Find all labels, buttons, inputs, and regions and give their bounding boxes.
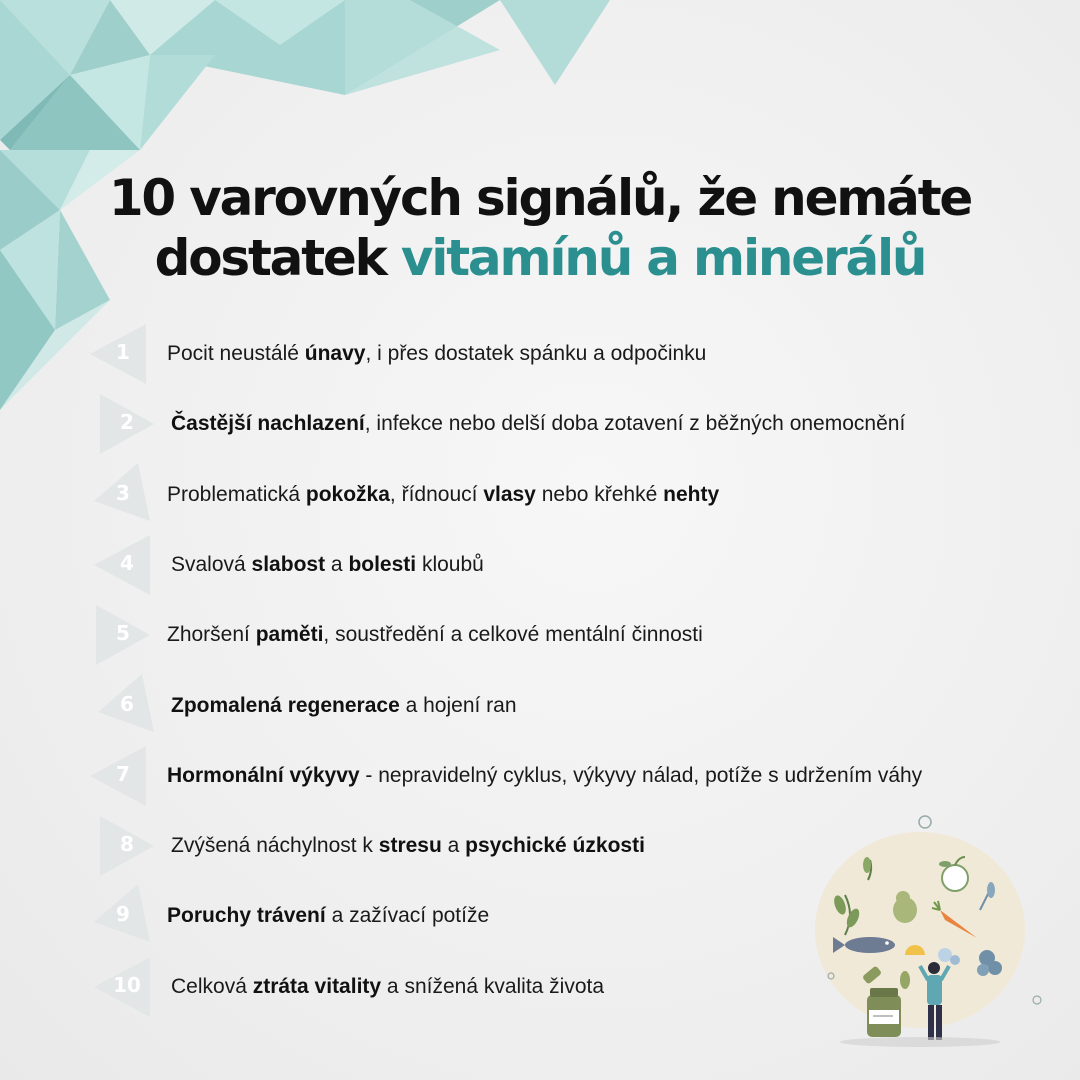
emphasis-text: stresu	[378, 834, 442, 858]
emphasis-text: nehty	[663, 482, 720, 506]
plain-text: kloubů	[416, 552, 484, 576]
number-badge	[88, 882, 158, 952]
list-item	[92, 672, 1052, 742]
plain-text: a hojení ran	[399, 693, 517, 717]
plain-text: Svalová	[171, 552, 252, 576]
list-item	[88, 742, 1048, 812]
title-accent: vitamínů a minerálů	[400, 229, 926, 287]
number-badge	[88, 320, 158, 390]
number-badge	[88, 742, 158, 812]
item-text	[167, 483, 719, 507]
item-number: 4	[120, 550, 134, 575]
emphasis-text: vlasy	[483, 482, 536, 506]
number-badge	[92, 953, 162, 1023]
emphasis-text: únavy	[304, 342, 366, 365]
item-number: 6	[120, 691, 134, 716]
item-number: 9	[116, 902, 130, 927]
title-line-1: 10 varovných signálů, že nemáte	[108, 169, 972, 227]
plain-text: a	[441, 834, 466, 858]
list-item	[92, 531, 1052, 601]
emphasis-text: Hormonální výkyvy	[167, 763, 360, 787]
plain-text: , řídnoucí	[389, 482, 484, 506]
item-text	[167, 764, 922, 788]
plain-text: a zažívací potíže	[325, 904, 490, 928]
item-text	[167, 342, 706, 366]
number-badge	[92, 672, 162, 742]
emphasis-text: ztráta vitality	[252, 974, 382, 998]
page-title	[0, 168, 1080, 288]
item-text	[171, 412, 905, 436]
plain-text: Celková	[171, 974, 253, 998]
item-number: 10	[113, 972, 141, 997]
supplement-jar-icon	[867, 988, 901, 1037]
item-text	[167, 623, 703, 647]
healthy-food-illustration	[805, 810, 1050, 1060]
emphasis-text: Poruchy trávení	[167, 904, 326, 928]
plain-text: a snížená kvalita života	[381, 974, 605, 998]
item-text	[171, 975, 604, 999]
emphasis-text: Zpomalená regenerace	[171, 693, 400, 717]
number-badge	[92, 531, 162, 601]
plain-text: - nepravidelný cyklus, výkyvy nálad, potíže s udržením váhy	[359, 763, 923, 787]
item-number: 1	[116, 340, 130, 364]
number-badge	[92, 390, 162, 460]
emphasis-text: pokožka	[305, 482, 390, 506]
emphasis-text: Častější nachlazení	[171, 412, 365, 436]
item-number: 5	[116, 621, 130, 646]
list-item	[88, 461, 1048, 531]
number-badge	[88, 461, 158, 531]
list-item	[88, 601, 1048, 671]
item-number: 7	[116, 761, 130, 786]
plain-text: , i přes dostatek spánku a odpočinku	[365, 342, 707, 365]
plain-text: , infekce nebo delší doba zotavení z běžných onemocnění	[364, 412, 906, 436]
item-number: 3	[116, 480, 130, 505]
item-text	[171, 694, 517, 718]
emphasis-text: paměti	[255, 623, 324, 647]
plain-text: , soustředění a celkové mentální činnosti	[323, 623, 703, 647]
item-text	[167, 904, 489, 928]
plain-text: Problematická	[167, 482, 306, 506]
emphasis-text: slabost	[251, 552, 326, 576]
title-plain: dostatek	[154, 229, 401, 287]
title-line-2	[0, 228, 1080, 288]
item-text	[171, 834, 645, 858]
item-text	[171, 553, 484, 577]
number-badge	[92, 812, 162, 882]
number-badge	[88, 601, 158, 671]
plain-text: Zhoršení	[167, 623, 256, 647]
emphasis-text: bolesti	[348, 552, 417, 576]
item-number: 8	[120, 832, 134, 857]
list-item	[92, 390, 1052, 460]
item-number: 2	[120, 410, 134, 435]
emphasis-text: psychické úzkosti	[465, 834, 645, 858]
plain-text: Zvýšená náchylnost k	[171, 834, 379, 858]
plain-text: Pocit neustálé	[167, 342, 305, 365]
plain-text: a	[325, 552, 349, 576]
list-item	[88, 320, 1048, 390]
plain-text: nebo křehké	[535, 482, 664, 506]
